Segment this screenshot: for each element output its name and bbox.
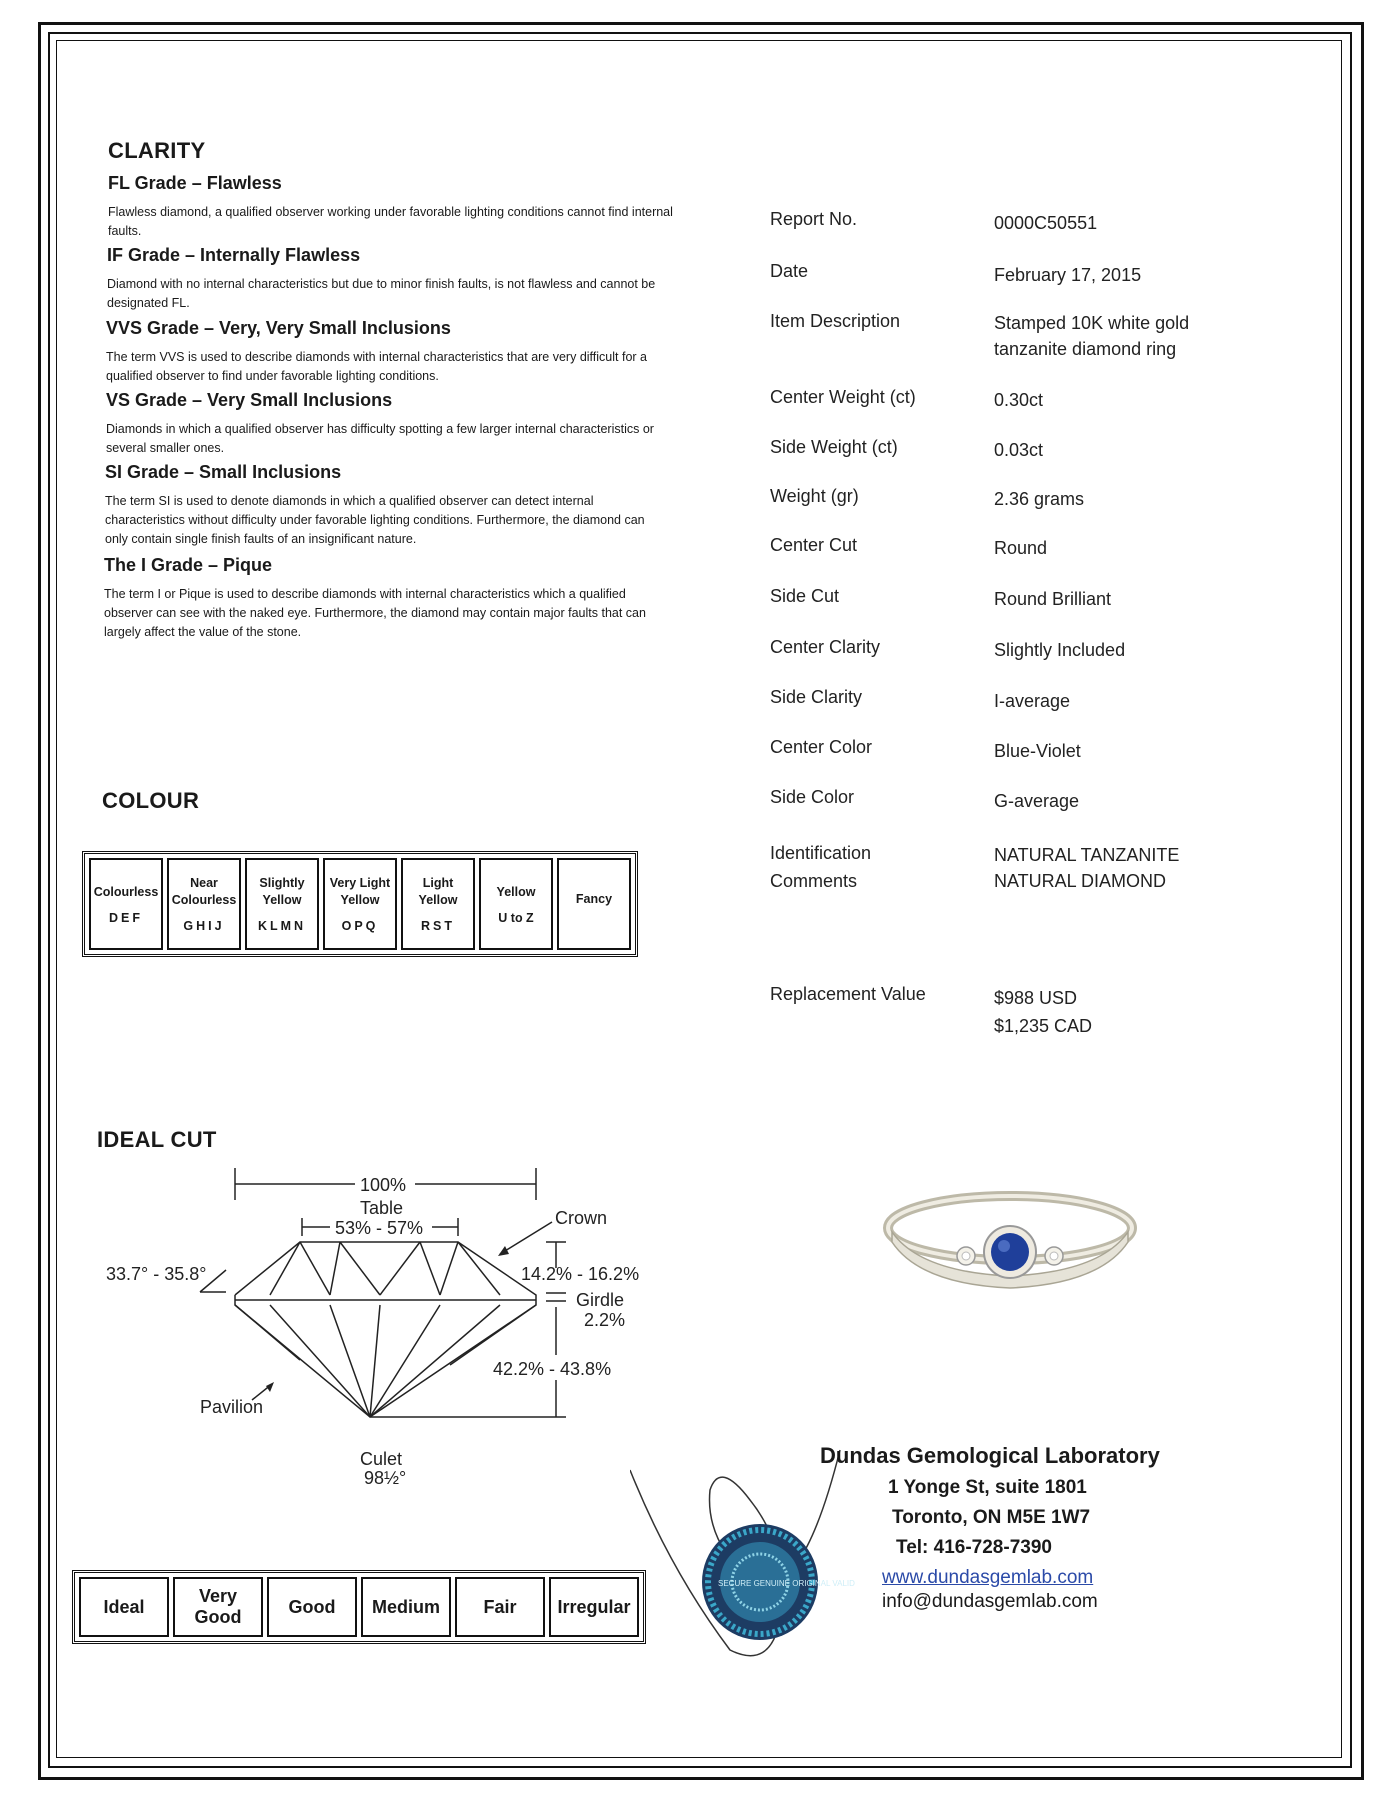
label-item-description: Item Description [770, 311, 901, 331]
lab-name: Dundas Gemological Laboratory [820, 1443, 1160, 1468]
label-table-range: 53% - 57% [335, 1218, 424, 1238]
label-pavilion: Pavilion [200, 1397, 264, 1417]
label-side-clarity: Side Clarity [770, 687, 863, 707]
label-culet: Culet [360, 1449, 403, 1469]
cut-grade-very-good: Very Good [173, 1577, 263, 1637]
colour-cell-near-colourless: Near Colourless GHIJ [167, 858, 241, 950]
value-side-weight: 0.03ct [994, 440, 1044, 460]
cut-grade-fair: Fair [455, 1577, 545, 1637]
value-side-color: G-average [994, 791, 1080, 811]
label-identification-comments: Identification Comments [770, 843, 872, 891]
colour-cell-colourless: Colourless DEF [89, 858, 163, 950]
grade-title-vvs: VVS Grade – Very, Very Small Inclusions [106, 318, 451, 338]
value-replacement-value: $988 USD $1,235 CAD [994, 988, 1093, 1036]
colour-cell-very-light-yellow: Very Light Yellow OPQ [323, 858, 397, 950]
label-weight-gr: Weight (gr) [770, 486, 859, 506]
label-pavilion-depth: 42.2% - 43.8% [493, 1359, 612, 1379]
colour-cell-fancy: Fancy [557, 858, 631, 950]
label-side-cut: Side Cut [770, 586, 840, 606]
label-side-weight: Side Weight (ct) [770, 437, 898, 457]
label-crown-height: 14.2% - 16.2% [521, 1264, 640, 1284]
label-table: Table [360, 1198, 404, 1218]
clarity-heading: CLARITY [108, 138, 206, 163]
label-center-weight: Center Weight (ct) [770, 387, 916, 407]
ring-photo [880, 1180, 1140, 1300]
value-center-clarity: Slightly Included [994, 640, 1126, 660]
seal-text: SECURE GENUINE ORIGINAL VALID [718, 1579, 855, 1588]
grade-title-fl: FL Grade – Flawless [108, 173, 282, 193]
label-center-cut: Center Cut [770, 535, 858, 555]
label-replacement-value: Replacement Value [770, 984, 926, 1004]
grade-title-si: SI Grade – Small Inclusions [105, 462, 342, 482]
cut-grade-irregular: Irregular [549, 1577, 639, 1637]
cut-grade-good: Good [267, 1577, 357, 1637]
label-center-color: Center Color [770, 737, 873, 757]
lab-website-link[interactable]: www.dundasgemlab.com [882, 1567, 1094, 1588]
label-report-no: Report No. [770, 209, 858, 229]
grade-title-i: The I Grade – Pique [104, 555, 273, 575]
cut-grade-ideal: Ideal [79, 1577, 169, 1637]
cut-grade-table [72, 1570, 646, 1644]
value-date: February 17, 2015 [994, 265, 1142, 285]
label-crown: Crown [555, 1208, 608, 1228]
value-center-cut: Round [994, 538, 1048, 558]
grade-desc-i: The term I or Pique is used to describe diamonds with internal characteristics which a qualified observer can see with the naked eye. Furthermore, the diamond may contain major faults that can largely affect the value of the stone. [104, 587, 646, 639]
label-total: 100% [360, 1175, 407, 1195]
colour-cell-light-yellow: Light Yellow RST [401, 858, 475, 950]
lab-email[interactable]: info@dundasgemlab.com [882, 1591, 1098, 1612]
label-girdle: Girdle [576, 1290, 625, 1310]
label-center-clarity: Center Clarity [770, 637, 881, 657]
grade-desc-fl: Flawless diamond, a qualified observer working under favorable lighting conditions cannot find internal faults. [108, 205, 673, 238]
colour-cell-yellow: Yellow U to Z [479, 858, 553, 950]
cut-grade-medium: Medium [361, 1577, 451, 1637]
label-date: Date [770, 261, 809, 281]
label-girdle-value: 2.2% [584, 1310, 626, 1330]
lab-info [820, 1443, 1180, 1613]
grade-title-if: IF Grade – Internally Flawless [107, 245, 361, 265]
value-side-cut: Round Brilliant [994, 589, 1112, 609]
label-side-color: Side Color [770, 787, 855, 807]
value-identification-comments: NATURAL TANZANITE NATURAL DIAMOND [994, 845, 1180, 891]
value-side-clarity: I-average [994, 691, 1071, 711]
value-weight-gr: 2.36 grams [994, 489, 1085, 509]
value-center-color: Blue-Violet [994, 741, 1081, 761]
grade-desc-if: Diamond with no internal characteristics but due to minor finish faults, is not flawless and cannot be designated FL. [107, 277, 656, 310]
grade-desc-vvs: The term VVS is used to describe diamonds with internal characteristics that are very difficult for a qualified observer to find under favorable lighting conditions. [106, 350, 647, 383]
ideal-cut-heading: IDEAL CUT [97, 1127, 217, 1152]
colour-heading: COLOUR [102, 788, 200, 813]
grade-desc-si: The term SI is used to denote diamonds in which a qualified observer can detect internal characteristics without difficulty under favorable lighting conditions. Furthermore, the diamond can only contain single finish faults of an insignificant nature. [105, 494, 645, 546]
grade-desc-vs: Diamonds in which a qualified observer has difficulty spotting a few larger internal characteristics or several smaller ones. [106, 422, 654, 455]
value-item-description: Stamped 10K white gold tanzanite diamond ring [994, 313, 1190, 359]
colour-cell-slightly-yellow: Slightly Yellow KLMN [245, 858, 319, 950]
value-report-no: 0000C50551 [994, 213, 1098, 233]
lab-address-line1: 1 Yonge St, suite 1801 [888, 1477, 1087, 1498]
label-crown-angle: 33.7° - 35.8° [106, 1264, 207, 1284]
value-center-weight: 0.30ct [994, 390, 1044, 410]
lab-phone: Tel: 416-728-7390 [896, 1537, 1052, 1558]
label-culet-angle: 98½° [364, 1468, 407, 1488]
grade-title-vs: VS Grade – Very Small Inclusions [106, 390, 393, 410]
lab-address-line2: Toronto, ON M5E 1W7 [892, 1507, 1091, 1528]
